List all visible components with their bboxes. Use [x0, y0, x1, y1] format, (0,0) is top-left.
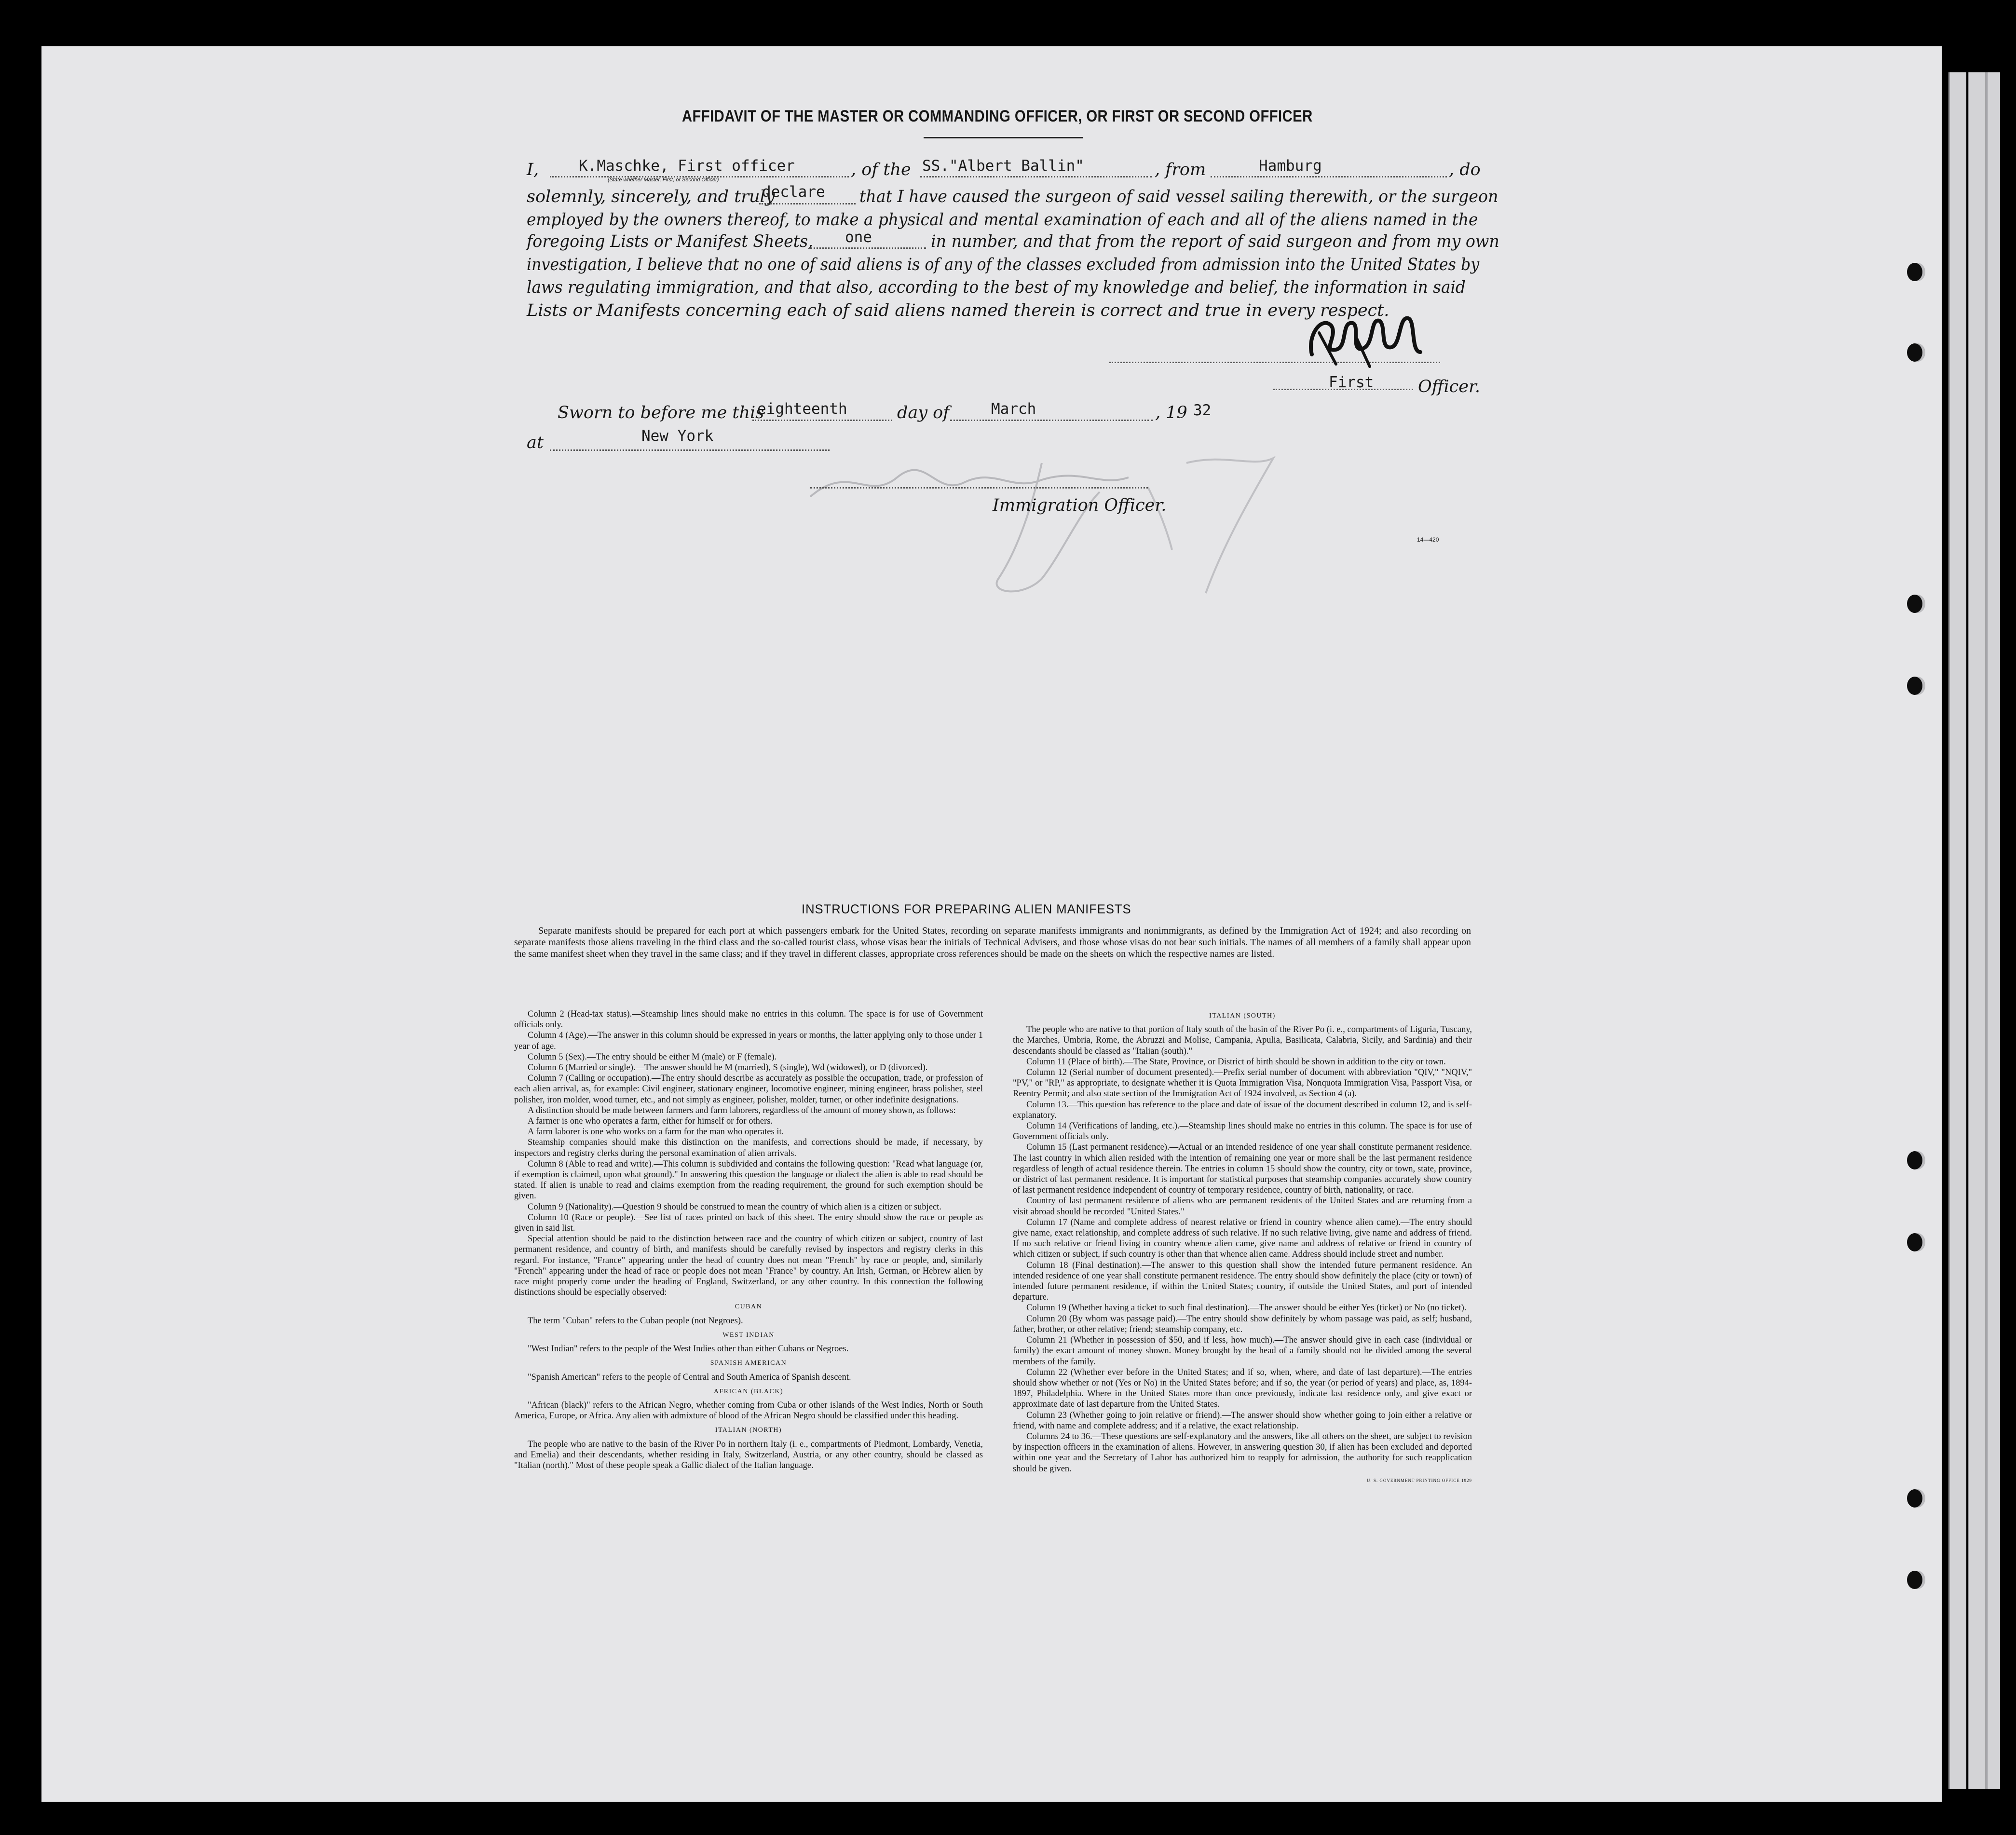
page-edge: [1986, 72, 2000, 1789]
punch-hole: [1907, 595, 1922, 613]
section-heading: WEST INDIAN: [722, 1331, 775, 1339]
year-prefix: , 19: [1155, 403, 1187, 422]
affidavit-line-6: laws regulating immigration, and that also, according to the best of my knowledge and belief, the information in said: [527, 278, 1466, 297]
instruction-paragraph: The people who are native to that portion of Italy south of the basin of the River Po (i. e., compartments of Liguria, Tuscany, the Marches, Umbria, Rome, the Abruzzi and Molise, Campania, Apulia, Basilicata, Calabria, Sicily, and Sardinia) and their descendants should be classed as "Italian (south).": [1013, 1025, 1472, 1056]
section-heading: AFRICAN (BLACK): [713, 1387, 784, 1395]
instruction-paragraph: Column 8 (Able to read and write).—This column is subdivided and contains the following question: "Read what language (or, if exemption is claimed, upon what ground)." In answering this question the language or dialect the alien is able to read should be stated. If alien is unable to read and claims exemption from the reading requirement, the ground for such exemption should be given.: [514, 1159, 983, 1201]
instruction-paragraph: Column 7 (Calling or occupation).—The entry should describe as accurately as possible the occupation, trade, or profession of each alien arrival, as, for example: Civil engineer, stationary engineer, locomotive engineer, mining engineer, brass polisher, steel polisher, iron molder, wood turner, etc., and not simply as engineer, polisher, molder, turner, or other indefinite designations.: [514, 1074, 983, 1105]
word-of-the: , of the: [851, 160, 911, 179]
instructions-left-column: [514, 1009, 983, 1471]
declare-field: [759, 203, 856, 204]
punch-hole: [1907, 1571, 1922, 1589]
sworn-year-value: 32: [1193, 402, 1212, 419]
instruction-paragraph: "African (black)" refers to the African Negro, whether coming from Cuba or other islands of the West Indies, North or South America, Europe, or Africa. Any alien with admixture of blood of the African Negro should be classified under this heading.: [514, 1400, 983, 1421]
affidavit-line-4a: foregoing Lists or Manifest Sheets,: [527, 232, 813, 251]
page-edge: [1968, 72, 1986, 1789]
immigration-officer-line: [810, 487, 1148, 489]
instruction-paragraph: Column 10 (Race or people).—See list of races printed on back of this sheet. The entry should show the race or people as given in said list.: [514, 1212, 983, 1234]
sworn-day-value: eighteenth: [757, 400, 847, 418]
officer-name-value: K.Maschke, First officer: [579, 157, 795, 175]
printer-note: U. S. GOVERNMENT PRINTING OFFICE 1929: [1366, 1478, 1472, 1483]
instruction-paragraph: Column 12 (Serial number of document presented).—Prefix serial number of document with abbreviation "QIV," "NQIV," "PV," or "RP," as appropriate, to designate whether it is Quota Immigration Visa, Nonquota Immigration Visa, Passport Visa, or Reentry Permit; and also state section of the Immigration Act of 1924 involved, as Section 4 (a).: [1013, 1068, 1472, 1099]
section-heading: CUBAN: [735, 1303, 763, 1311]
vessel-field: [920, 176, 1152, 177]
sworn-place-value: New York: [641, 427, 714, 445]
officer-label: Officer.: [1418, 377, 1481, 396]
instruction-paragraph: Column 21 (Whether in possession of $50, and if less, how much).—The answer should give in each case (individual or family) the exact amount of money shown. Money brought by the head of a family should not be divided among the several members of the family.: [1013, 1335, 1472, 1367]
sworn-label: Sworn to before me this: [558, 403, 764, 422]
instruction-paragraph: Column 4 (Age).—The answer in this column should be expressed in years or months, the latter applying only to those under 1 year of age.: [514, 1031, 983, 1051]
word-from: , from: [1155, 160, 1206, 179]
instruction-paragraph: The term "Cuban" refers to the Cuban people (not Negroes).: [528, 1316, 743, 1326]
affidavit-line-5: investigation, I believe that no one of said aliens is of any of the classes excluded from admission into the United States by: [527, 255, 1480, 274]
section-heading: SPANISH AMERICAN: [710, 1359, 787, 1367]
punch-hole: [1907, 677, 1922, 695]
instruction-paragraph: Column 14 (Verifications of landing, etc.).—Steamship lines should make no entries in this column. The space is for use of Government officials only.: [1013, 1121, 1472, 1142]
port-value: Hamburg: [1259, 157, 1322, 175]
sworn-place-field: [550, 449, 830, 451]
instruction-paragraph: Column 5 (Sex).—The entry should be either M (male) or F (female).: [528, 1052, 777, 1062]
instruction-paragraph: The people who are native to the basin of the River Po in northern Italy (i. e., compartments of Piedmont, Lombardy, Venetia, and Emelia) and their descendants, whether residing in Italy, Switzerland, Austria, or any other country, should be classed as "Italian (north)." Most of these people speak a Gallic dialect of the Italian language.: [514, 1439, 983, 1470]
affidavit-line-7: Lists or Manifests concerning each of said aliens named therein is correct and true in every respect.: [527, 301, 1389, 320]
instruction-paragraph: Special attention should be paid to the distinction between race and the country of which citizen or subject, country of last permanent residence, and country of birth, and manifests should be carefully revised by inspectors and registry clerks in this regard. For instance, "France" appearing under the head of country does not mean "French" by race or people, and, similarly "French" appearing under the head of race or people does not mean "France" by country. An Irish, German, or Hebrew alien by race might properly come under the heading of England, Switzerland, or any other country. In this connection the following distinctions should be especially observed:: [514, 1234, 983, 1298]
instruction-paragraph: Column 18 (Final destination).—The answer to this question shall show the intended future permanent residence. An intended residence of one year shall constitute permanent residence. The entry should show definitely the place (city or town) of intended future permanent residence, if within the United States; country, if outside the United States, and port of intended departure.: [1013, 1260, 1472, 1303]
word-i: I,: [527, 160, 539, 179]
sworn-month-value: March: [991, 400, 1036, 418]
instructions-intro: Separate manifests should be prepared for each port at which passengers embark for the United States, recording on separate manifests immigrants and nonimmigrants, as defined by the Immigration Act of 1924; and also recording on separate manifests those aliens traveling in the third class and the so-called tourist class, whose visas bear the initials of Technical Advisers, and those whose visas do not bear such initials. The names of all members of a family shall appear upon the same manifest sheet when they travel in the same class; and if they travel in different classes, appropriate cross references should be made on the sheets on which the respective names are listed.: [514, 925, 1471, 960]
sheets-count-field: [810, 247, 926, 249]
declare-value: declare: [762, 183, 825, 201]
at-label: at: [527, 433, 544, 452]
immigration-officer-label: Immigration Officer.: [993, 496, 1167, 515]
instruction-paragraph: A farm laborer is one who works on a farm for the man who operates it.: [528, 1127, 784, 1137]
sheets-count-value: one: [845, 229, 872, 246]
affidavit-line-4b: in number, and that from the report of said surgeon and from my own: [931, 232, 1499, 251]
officer-signature-image: [1302, 306, 1428, 369]
instruction-paragraph: Column 11 (Place of birth).—The State, Province, or District of birth should be shown in addition to the city or town.: [1026, 1057, 1446, 1067]
instruction-paragraph: A farmer is one who operates a farm, either for himself or for others.: [528, 1116, 773, 1127]
punch-hole: [1907, 1151, 1922, 1169]
punch-hole: [1907, 263, 1922, 281]
officer-rank-value: First: [1329, 374, 1374, 391]
punch-hole: [1907, 1233, 1922, 1251]
instruction-paragraph: Column 19 (Whether having a ticket to such final destination).—The answer should be either Yes (ticket) or No (no ticket).: [1026, 1303, 1467, 1313]
instruction-paragraph: Column 13.—This question has reference to the place and date of issue of the document described in column 12, and is self-explanatory.: [1013, 1100, 1472, 1120]
instruction-paragraph: Country of last permanent residence of aliens who are permanent residents of the United States and are returning from a visit abroad should be recorded "United States.": [1013, 1196, 1472, 1217]
instructions-right-column: [1013, 1011, 1472, 1486]
immigration-officer-signature-image: [791, 434, 1321, 617]
affidavit-line-3: employed by the owners thereof, to make a physical and mental examination of each and all of the aliens named in the: [527, 210, 1478, 230]
sworn-month-field: [950, 420, 1153, 421]
form-number: 14—420: [1417, 536, 1439, 543]
rank-hint: (State whether Master, First, or Second Officer): [608, 177, 719, 183]
instruction-paragraph: Column 22 (Whether ever before in the United States; and if so, when, where, and date of last departure).—The entries should show whether or not (Yes or No) in the United States before; and if so, the year (or period of years) and place, as, 1894-1897, Philadelphia. Where in the United States more than once previously, indicate last residence only, and give exact or approximate date of last departure from the United States.: [1013, 1367, 1472, 1410]
instruction-paragraph: Column 2 (Head-tax status).—Steamship lines should make no entries in this column. The space is for use of Government officials only.: [514, 1009, 983, 1030]
instruction-paragraph: Column 23 (Whether going to join relative or friend).—The answer should show whether going to join either a relative or friend, with name and complete address; and if a relative, the exact relationship.: [1013, 1410, 1472, 1431]
instruction-paragraph: A distinction should be made between farmers and farm laborers, regardless of the amount of money shown, as follows:: [528, 1105, 956, 1115]
instruction-paragraph: "West Indian" refers to the people of the West Indies other than either Cubans or Negroes.: [528, 1344, 849, 1354]
affidavit-line-2: that I have caused the surgeon of said vessel sailing therewith, or the surgeon: [859, 187, 1498, 206]
word-do: , do: [1449, 160, 1481, 179]
instruction-paragraph: Column 20 (By whom was passage paid).—The entry should show definitely by whom passage was paid, as self; husband, father, brother, or other relative; friend; steamship company, etc.: [1013, 1314, 1472, 1334]
punch-hole: [1907, 1489, 1922, 1508]
word-solemnly: solemnly, sincerely, and truly: [527, 187, 775, 206]
title-rule: [924, 137, 1083, 138]
punch-hole: [1907, 343, 1922, 362]
day-of-label: day of: [897, 403, 950, 422]
instruction-paragraph: Column 9 (Nationality).—Question 9 should be construed to mean the country of which alien is a citizen or subject.: [528, 1202, 942, 1212]
instruction-paragraph: Column 15 (Last permanent residence).—Actual or an intended residence of one year shall constitute permanent residence. The last country in which alien resided with the intention of remaining one year or more shall be the last permanent residence regardless of length of actual residence therein. The entries in column 15 should show the country, city or town, state, province, or district of last permanent residence. It is important for statistical purposes that steamship companies accurately show country of last permanent residence independent of country of temporary residence, country of birth, nationality, or race.: [1013, 1142, 1472, 1196]
vessel-value: SS."Albert Ballin": [922, 157, 1084, 175]
affidavit-title: AFFIDAVIT OF THE MASTER OR COMMANDING OFFICER, OR FIRST OR SECOND OFFICER: [682, 107, 1313, 125]
page-edge: [1948, 72, 1966, 1789]
section-heading: ITALIAN (NORTH): [715, 1427, 782, 1434]
instruction-paragraph: Steamship companies should make this distinction on the manifests, and corrections should be made, if necessary, by inspectors and registry clerks during the personal examination of alien arrivals.: [514, 1138, 983, 1158]
port-field: [1211, 176, 1447, 177]
section-heading: ITALIAN (SOUTH): [1209, 1012, 1276, 1019]
instructions-title: INSTRUCTIONS FOR PREPARING ALIEN MANIFESTS: [802, 902, 1131, 916]
instruction-paragraph: Column 17 (Name and complete address of nearest relative or friend in country whence alien came).—The entry should give name, exact relationship, and complete address of such relative. If no such relative living, give name and address of friend. If no such relative or friend living in country whence alien came, give name and address of relative or friend in country of which citizen or subject, if such country is other than that whence alien came. Address should include street and number.: [1013, 1217, 1472, 1260]
instruction-paragraph: "Spanish American" refers to the people of Central and South America of Spanish descent.: [528, 1372, 851, 1382]
instruction-paragraph: Columns 24 to 36.—These questions are self-explanatory and the answers, like all others on the sheet, are subject to revision by inspection officers in the examination of aliens. However, in answering question 30, if alien has been excluded and deported within one year and the Secretary of Labor has authorized him to reapply for admission, the authority for such reapplication should be given.: [1013, 1431, 1472, 1474]
sworn-day-field: [752, 420, 892, 421]
instruction-paragraph: Column 6 (Married or single).—The answer should be M (married), S (single), Wd (widowed), or D (divorced).: [528, 1063, 928, 1073]
